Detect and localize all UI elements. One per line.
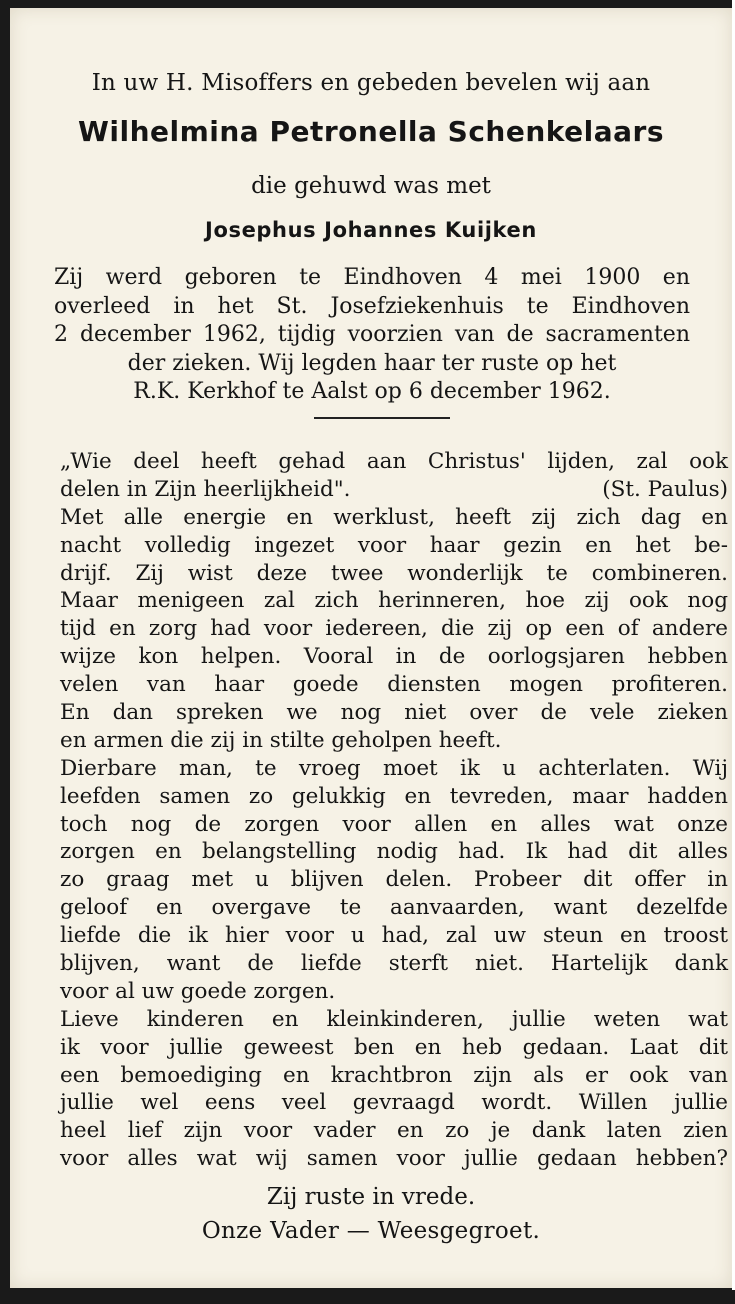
text-line: voor alles wat wij samen voor jullie gedaan hebben? <box>60 1146 728 1172</box>
text-line: een bemoediging en krachtbron zijn als er ook van <box>60 1062 728 1088</box>
text-line: geloof en overgave te aanvaarden, want dezelfde <box>60 895 728 921</box>
intro-line: In uw H. Misoffers en gebeden bevelen wij aan <box>91 70 651 96</box>
bio-line: overleed in het St. Josefziekenhuis te Eindhoven <box>54 293 690 319</box>
text-line: en armen die zij in stilte geholpen heeft. <box>60 727 502 753</box>
quote-text: delen in Zijn heerlijkheid". <box>60 476 351 502</box>
deceased-name: Wilhelmina Petronella Schenkelaars <box>78 115 664 148</box>
memorial-card <box>10 8 732 1288</box>
text-line: heel lief zijn voor vader en zo je dank laten zien <box>60 1118 728 1144</box>
spouse-name: Josephus Johannes Kuijken <box>205 218 537 242</box>
text-line: Lieve kinderen en kleinkinderen, jullie weten wat <box>60 1006 728 1032</box>
quote-line: „Wie deel heeft gehad aan Christus' lijden, zal ook <box>60 449 728 474</box>
text-line: En dan spreken we nog niet over de vele zieken <box>60 700 728 726</box>
text-line: voor al uw goede zorgen. <box>60 978 336 1004</box>
text-line: velen van haar goede diensten mogen profiteren. <box>60 672 728 698</box>
text-line: zorgen en belangstelling nodig had. Ik had dit alles <box>60 839 728 865</box>
quote-line <box>60 476 728 504</box>
text-line: toch nog de zorgen voor allen en alles wat onze <box>60 811 728 837</box>
prayers-line: Onze Vader — Weesgegroet. <box>201 1218 541 1244</box>
text-line: nacht volledig ingezet voor haar gezin en het be- <box>60 532 728 558</box>
text-line: wijze kon helpen. Vooral in de oorlogsjaren hebben <box>60 644 728 670</box>
biography <box>54 264 690 407</box>
memorial-text <box>60 448 728 1173</box>
text-line: zo graag met u blijven delen. Probeer dit offer in <box>60 867 728 893</box>
bio-line: Zij werd geboren te Eindhoven 4 mei 1900 en <box>54 265 690 290</box>
scan-edge-bottom <box>0 1290 735 1304</box>
text-line: Met alle energie en werklust, heeft zij zich dag en <box>60 504 728 530</box>
married-line: die gehuwd was met <box>251 173 491 199</box>
bio-line: R.K. Kerkhof te Aalst op 6 december 1962. <box>133 379 611 404</box>
text-line: leefden samen zo gelukkig en tevreden, maar hadden <box>60 783 728 809</box>
text-line: tijd en zorg had voor iedereen, die zij op een of andere <box>60 616 728 642</box>
bio-line: 2 december 1962, tijdig voorzien van de sacramenten <box>54 322 690 347</box>
text-line: Maar menigeen zal zich herinneren, hoe zij ook nog <box>60 588 728 614</box>
divider <box>314 417 450 419</box>
rest-in-peace: Zij ruste in vrede. <box>266 1184 476 1210</box>
text-line: liefde die ik hier voor u had, zal uw steun en troost <box>60 923 728 949</box>
text-line: jullie wel eens veel gevraagd wordt. Willen jullie <box>60 1090 728 1116</box>
text-line: blijven, want de liefde sterft niet. Hartelijk dank <box>60 951 728 977</box>
text-line: Dierbare man, te vroeg moet ik u achterlaten. Wij <box>60 755 728 781</box>
text-line: ik voor jullie geweest ben en heb gedaan. Laat dit <box>60 1034 728 1060</box>
bio-line: der zieken. Wij legden haar ter ruste op het <box>127 350 617 376</box>
text-line: drijf. Zij wist deze twee wonderlijk te combineren. <box>60 560 728 586</box>
quote-source: (St. Paulus) <box>602 476 728 502</box>
